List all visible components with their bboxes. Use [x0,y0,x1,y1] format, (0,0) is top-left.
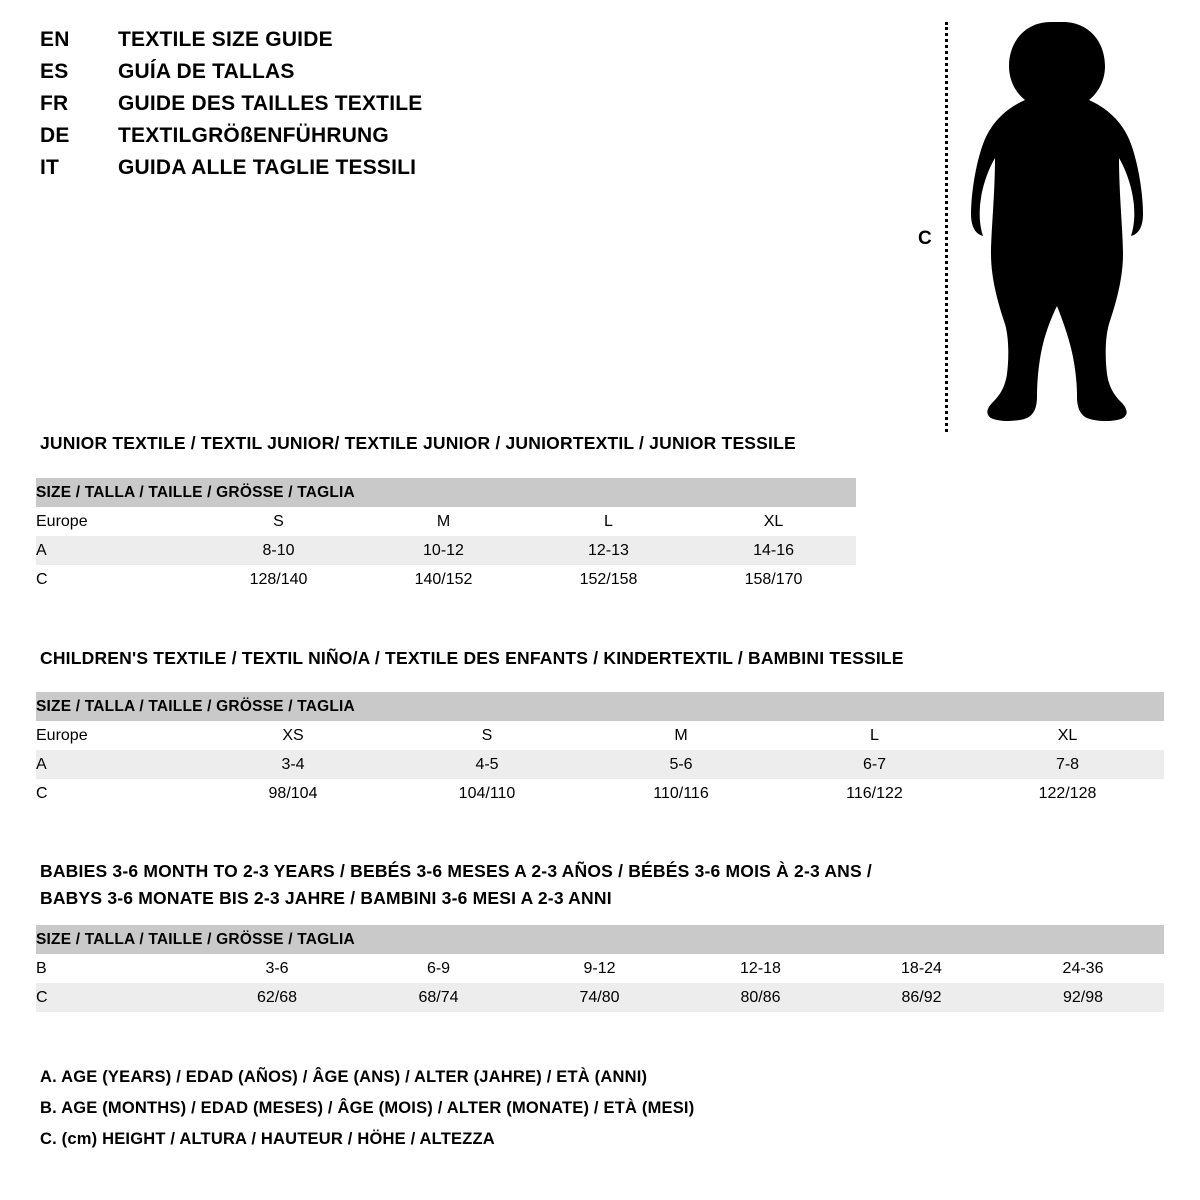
table-babies-r1c3: 80/86 [680,983,841,1012]
footnote-c: C. (cm) HEIGHT / ALTURA / HAUTEUR / HÖHE / ALTEZZA [40,1130,495,1148]
table-babies-r0c4: 18-24 [841,954,1002,983]
table-junior-r1c0: 8-10 [196,536,361,565]
table-children-r1c1: 4-5 [390,750,584,779]
table-children-r2c4: 122/128 [971,779,1164,808]
language-row-fr [40,92,820,124]
section-title-babies: BABIES 3-6 MONTH TO 2-3 YEARS / BEBÉS 3-6 MESES A 2-3 AÑOS / BÉBÉS 3-6 MOIS À 2-3 ANS / [40,861,872,881]
table-babies-r0c2: 9-12 [519,954,680,983]
section-title-children: CHILDREN'S TEXTILE / TEXTIL NIÑO/A / TEXTILE DES ENFANTS / KINDERTEXTIL / BAMBINI TESSILE [40,648,904,668]
table-junior-r1c1: 10-12 [361,536,526,565]
table-children-band-label: SIZE / TALLA / TAILLE / GRÖSSE / TAGLIA [36,692,1164,721]
table-children-r0c3: L [778,721,971,750]
table-row [36,983,1164,1012]
table-children-row1-label: A [36,750,196,779]
language-title-it: GUIDA ALLE TAGLIE TESSILI [118,156,417,179]
footnote-b: B. AGE (MONTHS) / EDAD (MESES) / ÂGE (MOIS) / ALTER (MONATE) / ETÀ (MESI) [40,1099,695,1117]
language-title-en: TEXTILE SIZE GUIDE [118,28,333,51]
table-junior-r2c1: 140/152 [361,565,526,594]
language-code-es: ES [40,60,69,83]
table-babies-band-label: SIZE / TALLA / TAILLE / GRÖSSE / TAGLIA [36,925,1164,954]
table-junior-r0c0: S [196,507,361,536]
table-row [36,779,1164,808]
language-title-fr: GUIDE DES TAILLES TEXTILE [118,92,423,115]
table-junior-r1c2: 12-13 [526,536,691,565]
table-junior-row0-label: Europe [36,507,196,536]
height-marker-label: C [918,228,932,249]
language-code-fr: FR [40,92,69,115]
table-junior-row2-label: C [36,565,196,594]
table-row [36,721,1164,750]
table-babies-row1-label: C [36,983,196,1012]
language-title-es: GUÍA DE TALLAS [118,60,295,83]
table-row [36,565,856,594]
table-children-r1c2: 5-6 [584,750,778,779]
table-babies-r0c0: 3-6 [196,954,358,983]
table-babies-r1c2: 74/80 [519,983,680,1012]
table-children-r1c3: 6-7 [778,750,971,779]
language-title-list [40,28,820,188]
table-row [36,954,1164,983]
table-junior-r2c2: 152/158 [526,565,691,594]
language-row-es [40,60,820,92]
language-row-en [40,28,820,60]
table-babies-r1c4: 86/92 [841,983,1002,1012]
table-children-r2c2: 110/116 [584,779,778,808]
table-children-r0c2: M [584,721,778,750]
table-row [36,507,856,536]
table-babies-r1c1: 68/74 [358,983,519,1012]
table-children-r2c1: 104/110 [390,779,584,808]
table-children-r1c0: 3-4 [196,750,390,779]
height-diagram [900,10,1180,430]
table-children-r1c4: 7-8 [971,750,1164,779]
section-title-junior: JUNIOR TEXTILE / TEXTIL JUNIOR/ TEXTILE JUNIOR / JUNIORTEXTIL / JUNIOR TESSILE [40,433,796,453]
language-row-de [40,124,820,156]
table-babies-r1c5: 92/98 [1002,983,1164,1012]
table-junior-r0c3: XL [691,507,856,536]
table-babies-r0c3: 12-18 [680,954,841,983]
toddler-silhouette-icon [955,18,1155,428]
table-junior-r2c3: 158/170 [691,565,856,594]
language-title-de: TEXTILGRÖßENFÜHRUNG [118,124,389,147]
language-code-it: IT [40,156,60,179]
table-junior-r0c1: M [361,507,526,536]
language-code-en: EN [40,28,70,51]
table-junior-r2c0: 128/140 [196,565,361,594]
table-children-r0c0: XS [196,721,390,750]
footnote-a: A. AGE (YEARS) / EDAD (AÑOS) / ÂGE (ANS) / ALTER (JAHRE) / ETÀ (ANNI) [40,1068,648,1086]
table-children-row2-label: C [36,779,196,808]
legend-footnotes [40,1068,694,1161]
table-children-r2c0: 98/104 [196,779,390,808]
table-junior-row1-label: A [36,536,196,565]
table-babies-r0c1: 6-9 [358,954,519,983]
language-row-it [40,156,820,188]
table-row [36,750,1164,779]
table-babies [36,925,1164,1012]
table-babies-band-row [36,925,1164,954]
table-children-row0-label: Europe [36,721,196,750]
table-children-r2c3: 116/122 [778,779,971,808]
table-junior-r1c3: 14-16 [691,536,856,565]
table-junior [36,478,856,594]
table-babies-r0c5: 24-36 [1002,954,1164,983]
table-babies-r1c0: 62/68 [196,983,358,1012]
table-children-r0c4: XL [971,721,1164,750]
table-children [36,692,1164,808]
height-dashed-line [945,22,948,432]
table-junior-r0c2: L [526,507,691,536]
table-junior-band-label: SIZE / TALLA / TAILLE / GRÖSSE / TAGLIA [36,478,856,507]
table-children-band-row [36,692,1164,721]
table-children-r0c1: S [390,721,584,750]
table-row [36,536,856,565]
table-junior-band-row [36,478,856,507]
section-title-babies-line2: BABYS 3-6 MONATE BIS 2-3 JAHRE / BAMBINI 3-6 MESI A 2-3 ANNI [40,888,612,908]
language-code-de: DE [40,124,70,147]
table-babies-row0-label: B [36,954,196,983]
